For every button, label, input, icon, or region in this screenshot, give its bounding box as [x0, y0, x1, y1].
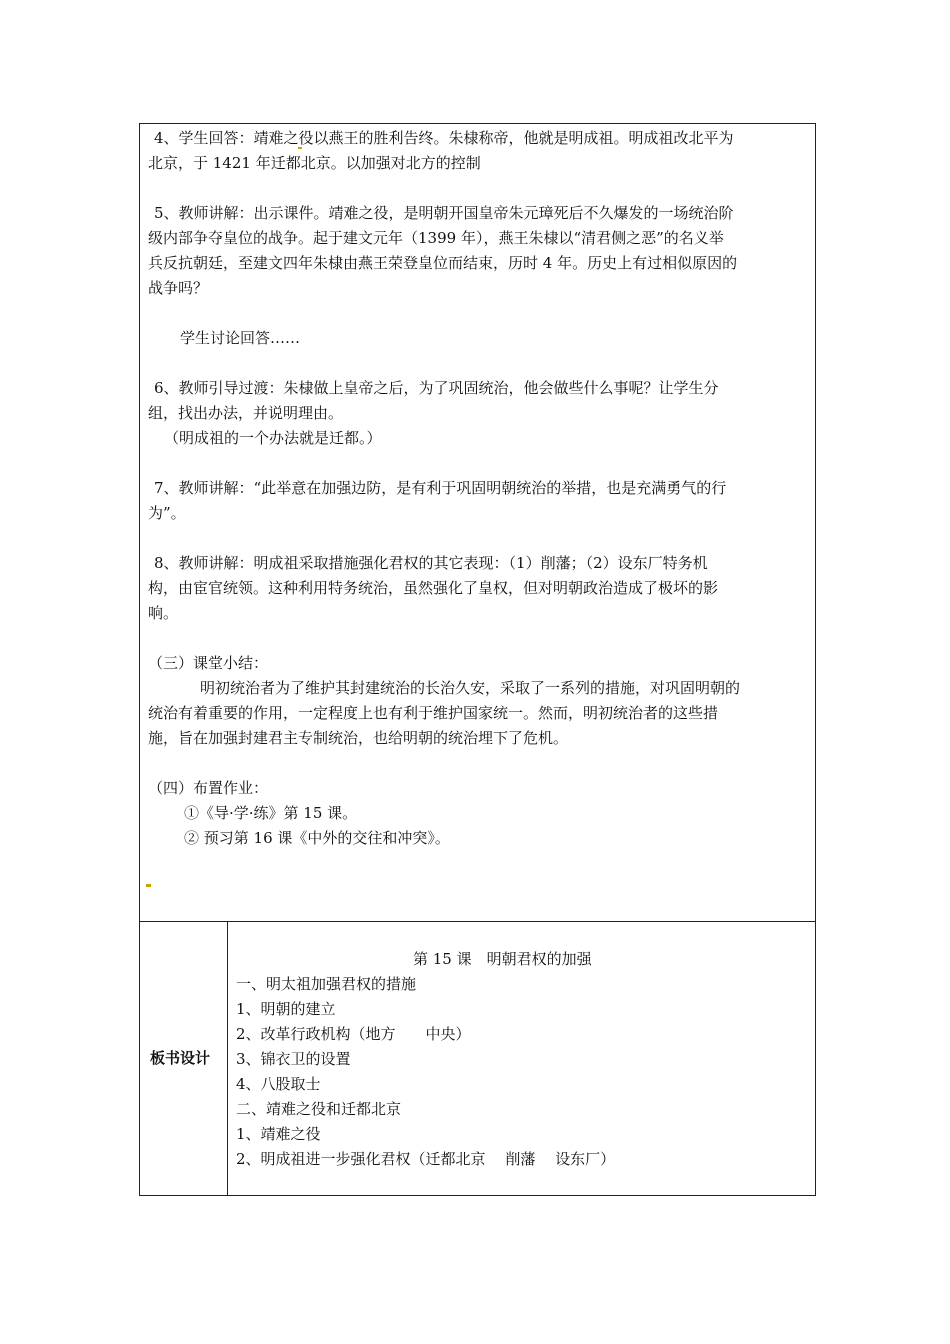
- text-line: 明初统治者为了维护其封建统治的长治久安，采取了一系列的措施，对巩固明朝的: [200, 679, 741, 697]
- board-title: 第 15 课 明朝君权的加强: [413, 950, 592, 968]
- text-line: 6、教师引导过渡：朱棣做上皇帝之后，为了巩固统治，他会做些什么事呢？让学生分: [154, 379, 719, 397]
- section-heading: （三）课堂小结：: [148, 654, 269, 672]
- board-item: 2、改革行政机构（地方 中央）: [236, 1025, 471, 1043]
- board-design-label-cell: [140, 922, 228, 1195]
- board-item: 2、明成祖进一步强化君权（迁都北京 削藩 设东厂）: [236, 1150, 616, 1168]
- text-line: 构，由宦官统领。这种利用特务统治，虽然强化了皇权，但对明朝政治造成了极坏的影: [148, 579, 719, 597]
- lesson-table: [139, 123, 816, 1196]
- board-item: 二、靖难之役和迁都北京: [236, 1100, 402, 1118]
- board-item: 3、锦衣卫的设置: [236, 1050, 351, 1068]
- text-line: 兵反抗朝廷，至建文四年朱棣由燕王荣登皇位而结束，历时 4 年。历史上有过相似原因的: [148, 254, 738, 272]
- text-line: 为”。: [148, 504, 186, 522]
- text-line: 4、学生回答：靖难之役以燕王的胜利告终。朱棣称帝，他就是明成祖。明成祖改北平为: [154, 129, 734, 147]
- text-line: 级内部争夺皇位的战争。起于建文元年（1399 年），燕王朱棣以“清君侧之恶”的名义举: [148, 229, 724, 247]
- homework-item: ② 预习第 16 课《中外的交往和冲突》。: [184, 829, 450, 847]
- board-design-content-cell: [228, 922, 815, 1195]
- text-line: 学生讨论回答……: [180, 329, 301, 347]
- text-line: 组，找出办法，并说明理由。: [148, 404, 344, 422]
- board-design-label: 板书设计: [150, 1049, 211, 1067]
- homework-item: ①《导·学·练》第 15 课。: [184, 804, 358, 822]
- board-item: 一、明太祖加强君权的措施: [236, 975, 417, 993]
- text-line: 7、教师讲解：“此举意在加强边防，是有利于巩固明朝统治的举措，也是充满勇气的行: [154, 479, 727, 497]
- text-line: 统治有着重要的作用，一定程度上也有利于维护国家统一。然而，明初统治者的这些措: [148, 704, 719, 722]
- text-line: （明成祖的一个办法就是迁都。）: [164, 429, 382, 447]
- yellow-mark: [146, 884, 151, 887]
- text-line: 北京，于 1421 年迁都北京。以加强对北方的控制: [148, 154, 481, 172]
- text-line: 5、教师讲解：出示课件。靖难之役，是明朝开国皇帝朱元璋死后不久爆发的一场统治阶: [154, 204, 734, 222]
- board-item: 1、靖难之役: [236, 1125, 321, 1143]
- section-heading: （四）布置作业：: [148, 779, 269, 797]
- text-line: 战争吗？: [148, 279, 209, 297]
- lesson-process-cell: [140, 124, 815, 922]
- text-line: 8、教师讲解：明成祖采取措施强化君权的其它表现：（1）削藩；（2）设东厂特务机: [154, 554, 708, 572]
- board-item: 4、八股取士: [236, 1075, 321, 1093]
- text-line: 施，旨在加强封建君主专制统治，也给明朝的统治埋下了危机。: [148, 729, 569, 747]
- text-line: 响。: [148, 604, 179, 622]
- board-item: 1、明朝的建立: [236, 1000, 336, 1018]
